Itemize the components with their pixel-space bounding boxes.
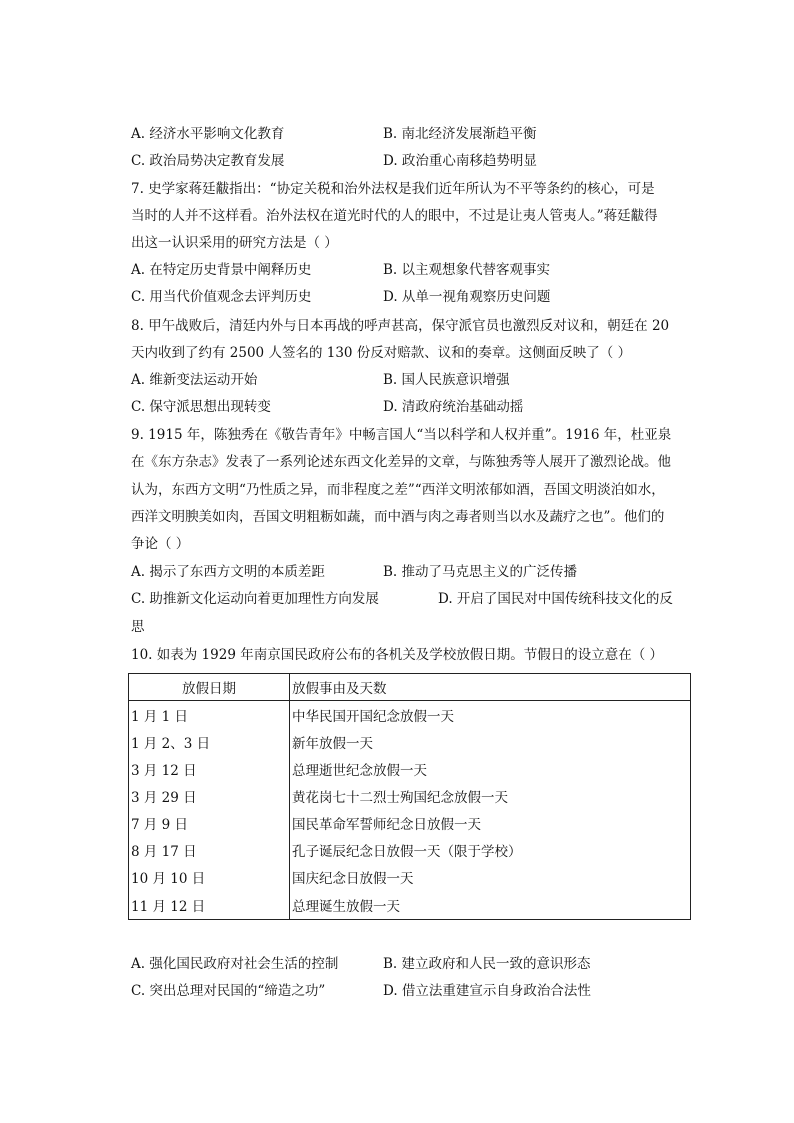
q8-options-row-1	[131, 368, 711, 392]
holiday-date-cell: 1 月 1 日	[129, 701, 290, 729]
q8-option-d[interactable]: D. 清政府统治基础动摇	[383, 399, 524, 415]
holiday-reason-cell: 新年放假一天	[290, 728, 691, 755]
holiday-reason-cell: 中华民国开国纪念放假一天	[290, 701, 691, 729]
table-row	[129, 890, 691, 920]
q8-stem-line-1: 8. 甲午战败后，清廷内外与日本再战的呼声甚高，保守派官员也激烈反对议和，朝廷在 20	[131, 318, 670, 334]
q6-options-row-1	[131, 122, 711, 146]
table-row	[129, 863, 691, 890]
holiday-date-cell: 1 月 2、3 日	[129, 728, 290, 755]
holiday-reason-cell: 总理诞生放假一天	[290, 890, 691, 920]
q7-option-d[interactable]: D. 从单一视角观察历史问题	[383, 289, 551, 305]
q6-option-b[interactable]: B. 南北经济发展渐趋平衡	[383, 126, 537, 142]
header-holiday-date: 放假日期	[129, 674, 290, 701]
q8-option-b[interactable]: B. 国人民族意识增强	[383, 372, 510, 388]
q9-option-d-continued: 思	[131, 619, 145, 635]
q10-stem: 10. 如表为 1929 年南京国民政府公布的各机关及学校放假日期。节假日的设立意在（ ）	[131, 647, 663, 663]
holiday-table	[128, 673, 691, 920]
q7-options-row-1	[131, 258, 711, 282]
holiday-reason-cell: 黄花岗七十二烈士殉国纪念放假一天	[290, 782, 691, 809]
holiday-date-cell: 11 月 12 日	[129, 890, 290, 920]
holiday-reason-cell: 国庆纪念日放假一天	[290, 863, 691, 890]
q9-option-b[interactable]: B. 推动了马克思主义的广泛传播	[383, 564, 578, 580]
holiday-date-cell: 3 月 12 日	[129, 755, 290, 782]
q7-option-c[interactable]: C. 用当代价值观念去评判历史	[131, 289, 312, 305]
q9-stem-line-4: 西洋文明腴美如肉，吾国文明粗粝如蔬，而中酒与肉之毒者则当以水及蔬疗之也”。他们的	[131, 509, 665, 525]
q7-stem-line-2: 当时的人并不这样看。治外法权在道光时代的人的眼中，不过是让夷人管夷人。”蒋廷黻得	[131, 208, 658, 224]
holiday-date-cell: 10 月 10 日	[129, 863, 290, 890]
q7-stem-line-3: 出这一认识采用的研究方法是（ ）	[131, 235, 338, 251]
holiday-date-cell: 8 月 17 日	[129, 836, 290, 863]
q7-option-b[interactable]: B. 以主观想象代替客观事实	[383, 262, 551, 278]
q7-options-row-2	[131, 285, 711, 309]
q9-options-row-1	[131, 560, 711, 584]
q6-option-a[interactable]: A. 经济水平影响文化教育	[131, 126, 285, 142]
q9-stem-line-1: 9. 1915 年，陈独秀在《敬告青年》中畅言国人“当以科学和人权并重”。1916 年，杜亚泉	[131, 427, 672, 443]
q6-option-d[interactable]: D. 政治重心南移趋势明显	[383, 153, 537, 169]
q10-option-c[interactable]: C. 突出总理对民国的“缔造之功”	[131, 983, 326, 999]
q9-option-a[interactable]: A. 揭示了东西方文明的本质差距	[131, 564, 325, 580]
q10-option-b[interactable]: B. 建立政府和人民一致的意识形态	[383, 956, 591, 972]
table-row	[129, 701, 691, 729]
table-row	[129, 755, 691, 782]
q7-option-a[interactable]: A. 在特定历史背景中阐释历史	[131, 262, 312, 278]
holiday-table-header-row	[129, 674, 691, 701]
q10-options-row-2	[131, 979, 711, 1003]
q10-option-d[interactable]: D. 借立法重建宣示自身政治合法性	[383, 983, 591, 999]
q9-stem-line-5: 争论（ ）	[131, 536, 190, 552]
table-row	[129, 728, 691, 755]
q8-stem-line-2: 天内收到了约有 2500 人签名的 130 份反对赔款、议和的奏章。这侧面反映了（ ）	[131, 345, 632, 361]
holiday-reason-cell: 国民革命军誓师纪念日放假一天	[290, 809, 691, 836]
holiday-reason-cell: 孔子诞辰纪念日放假一天（限于学校）	[290, 836, 691, 863]
q9-option-d[interactable]: D. 开启了国民对中国传统科技文化的反	[438, 591, 673, 607]
holiday-reason-cell: 总理逝世纪念放假一天	[290, 755, 691, 782]
table-row	[129, 809, 691, 836]
q10-options-row-1	[131, 952, 711, 976]
q9-stem-line-2: 在《东方杂志》发表了一系列论述东西文化差异的文章，与陈独秀等人展开了激烈论战。他	[131, 454, 671, 470]
q8-option-a[interactable]: A. 维新变法运动开始	[131, 372, 258, 388]
holiday-date-cell: 7 月 9 日	[129, 809, 290, 836]
q6-options-row-2	[131, 149, 711, 173]
q6-option-c[interactable]: C. 政治局势决定教育发展	[131, 153, 285, 169]
q10-option-a[interactable]: A. 强化国民政府对社会生活的控制	[131, 956, 339, 972]
q8-option-c[interactable]: C. 保守派思想出现转变	[131, 399, 271, 415]
holiday-date-cell: 3 月 29 日	[129, 782, 290, 809]
q7-stem-line-1: 7. 史学家蒋廷黻指出：“协定关税和治外法权是我们近年所认为不平等条约的核心，可是	[131, 181, 655, 197]
q9-option-c[interactable]: C. 助推新文化运动向着更加理性方向发展	[131, 591, 379, 607]
q9-stem-line-3: 认为，东西方文明“乃性质之异，而非程度之差”“西洋文明浓郁如酒，吾国文明淡泊如水，	[131, 482, 665, 498]
header-holiday-reason: 放假事由及天数	[290, 674, 691, 701]
q8-options-row-2	[131, 395, 711, 419]
table-row	[129, 782, 691, 809]
table-row	[129, 836, 691, 863]
q9-options-row-2	[131, 587, 711, 611]
